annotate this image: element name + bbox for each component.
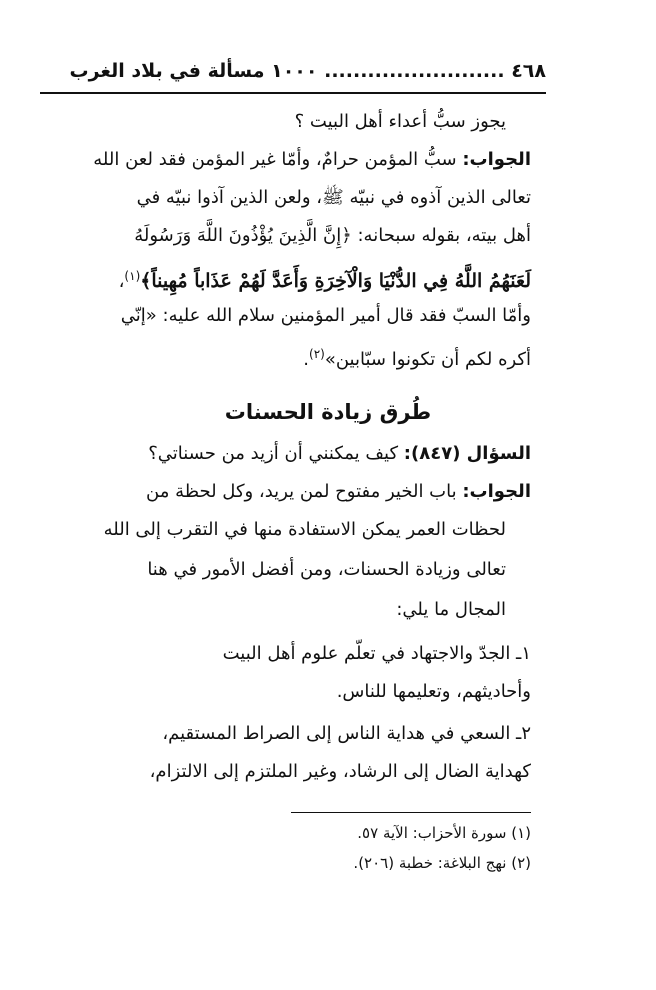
text-line: تعالى وزيادة الحسنات، ومن أفضل الأمور في هنا <box>147 559 506 580</box>
text-line: وأمّا السبّ فقد قال أمير المؤمنين سلام الله عليه: «إنّي <box>120 305 531 326</box>
book-title: ١٠٠٠ مسألة في بلاد الغرب <box>69 60 318 82</box>
quran-verse-line: لَعَنَهُمُ اللَّهُ فِي الدُّنْيَا وَالْآخِرَةِ وَأَعَدَّ لَهُمْ عَذَاباً مُهِيناً﴾$^{(١)}$، <box>118 269 531 292</box>
answer-label: الجواب: <box>462 149 531 170</box>
footnote: (٢) نهج البلاغة: خطبة (٢٠٦). <box>353 854 531 872</box>
header-rule <box>40 92 546 94</box>
text-line: أهل بيته، بقوله سبحانه: ﴿إِنَّ الَّذِينَ يُؤْذُونَ اللَّهَ وَرَسُولَهُ <box>134 225 531 246</box>
question-line: السؤال (٨٤٧): كيف يمكنني أن أزيد من حسناتي؟ <box>148 443 531 464</box>
text-line: لحظات العمر يمكن الاستفادة منها في التقرب إلى الله <box>103 519 506 540</box>
footnote: (١) سورة الأحزاب: الآية ٥٧. <box>357 824 531 842</box>
footnote-ref: (٢) <box>309 347 325 361</box>
question-label: السؤال (٨٤٧): <box>403 443 531 464</box>
list-item: ١ـ الجدّ والاجتهاد في تعلّم علوم أهل البيت <box>222 643 531 664</box>
running-head <box>70 60 547 82</box>
text-line: وأحاديثهم، وتعليمها للناس. <box>336 681 531 702</box>
list-item: ٢ـ السعي في هداية الناس إلى الصراط المستقيم، <box>162 723 531 744</box>
footnote-rule <box>291 812 531 813</box>
header-dots: ......................... <box>324 60 505 82</box>
answer-label: الجواب: <box>462 481 531 502</box>
section-heading: طُرق زيادة الحسنات <box>224 400 432 424</box>
footnote-ref: (١) <box>124 269 141 283</box>
text-line: يجوز سبُّ أعداء أهل البيت ؟ <box>294 111 506 132</box>
page-header <box>40 52 546 94</box>
page-number: ٤٦٨ <box>511 60 546 82</box>
text-line: كهداية الضال إلى الرشاد، وغير الملتزم إلى الالتزام، <box>149 761 531 782</box>
text-line: أكره لكم أن تكونوا سبّابين»$^{(٢)}$. <box>303 347 531 370</box>
text-line: الجواب: باب الخير مفتوح لمن يريد، وكل لحظة من <box>146 481 531 502</box>
text-line: المجال ما يلي: <box>396 599 506 620</box>
text-line: تعالى الذين آذوه في نبيّه ﷺ، ولعن الذين آذوا نبيّه في <box>136 187 531 208</box>
text-line: الجواب: سبُّ المؤمن حرامٌ، وأمّا غير المؤمن فقد لعن الله <box>93 149 531 170</box>
